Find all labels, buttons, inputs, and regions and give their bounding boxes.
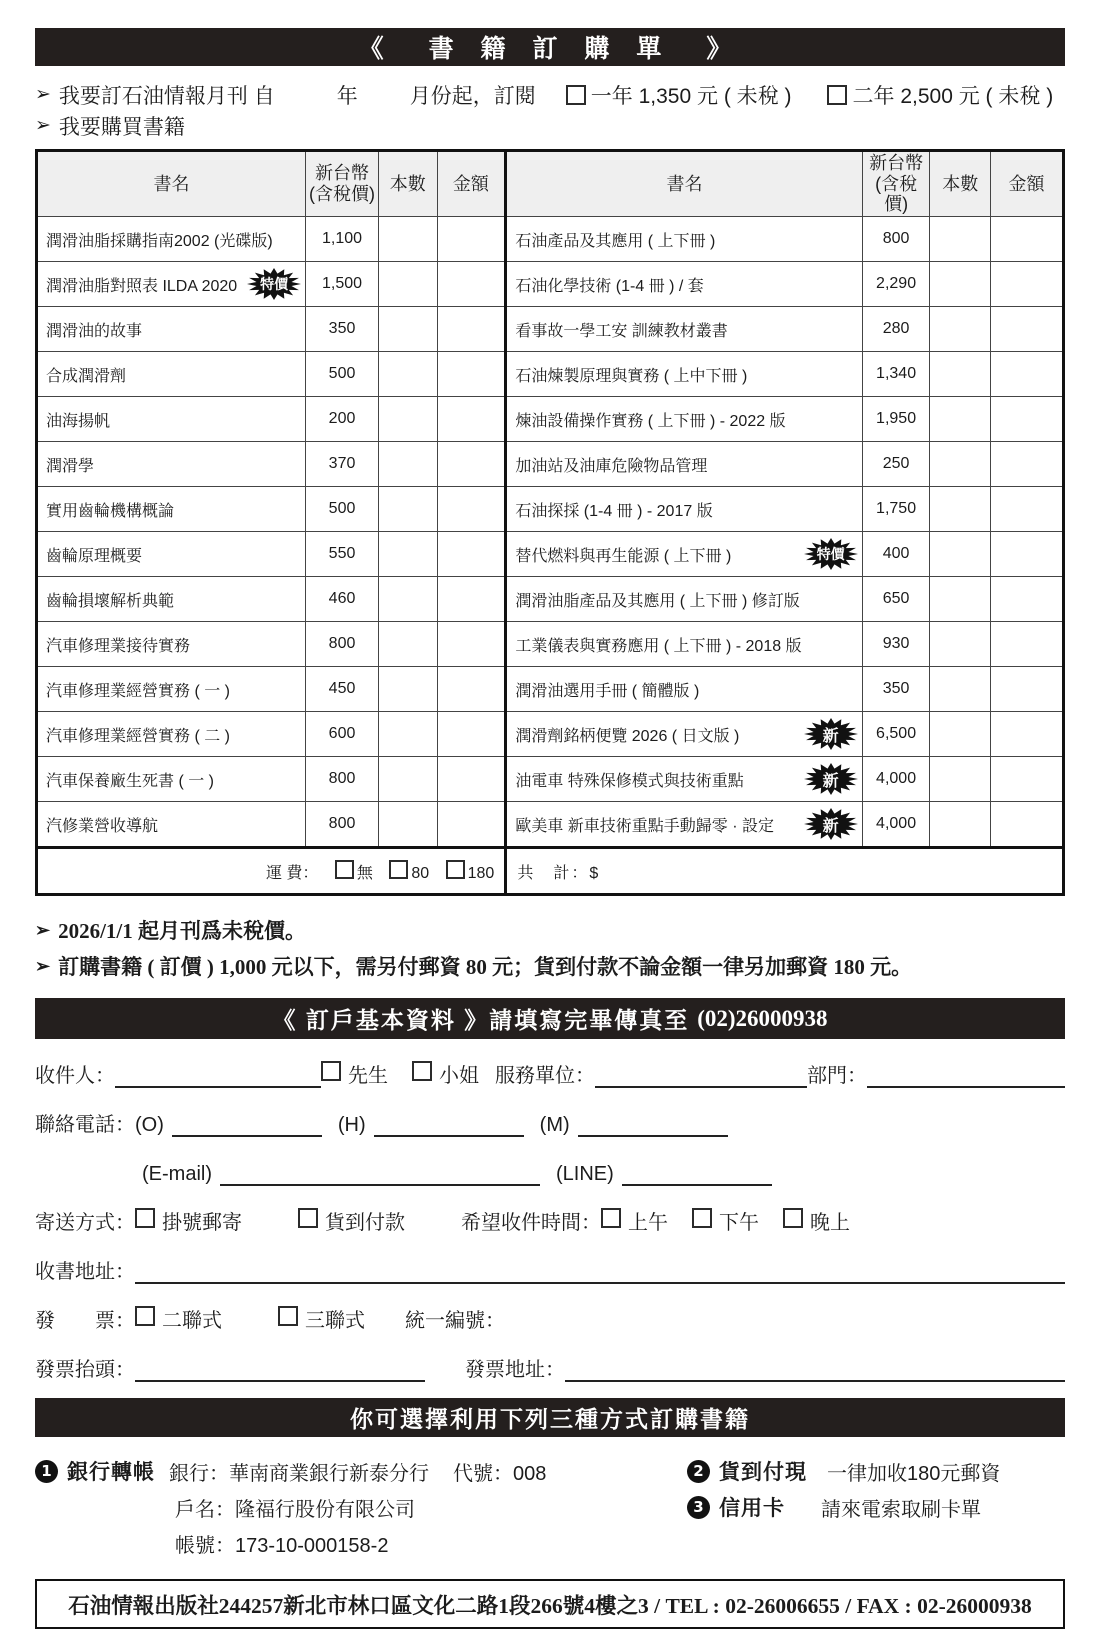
amount-input-cell[interactable]: [437, 712, 506, 757]
table-row: [37, 667, 1064, 712]
amount-input-cell[interactable]: [437, 442, 506, 487]
qty-input-cell[interactable]: [930, 397, 991, 442]
buy-books-label: 我要購買書籍: [58, 115, 185, 139]
amount-input-cell[interactable]: [437, 487, 506, 532]
book-price: 1,950: [862, 397, 930, 442]
bank-code: 代號：008: [453, 1462, 547, 1485]
table-row: [37, 352, 1064, 397]
grand-total-cell[interactable]: [506, 848, 1064, 895]
amount-input-cell[interactable]: [991, 262, 1064, 307]
qty-input-cell[interactable]: [378, 757, 437, 802]
arrow-bullet-icon: ➢: [35, 955, 51, 976]
qty-input-cell[interactable]: [378, 532, 437, 577]
table-footer-row: [37, 848, 1064, 895]
morning-checkbox[interactable]: [601, 1208, 621, 1228]
qty-input-cell[interactable]: [378, 217, 437, 262]
triplicate-invoice-label: 三聯式: [305, 1310, 365, 1333]
amount-input-cell[interactable]: [437, 667, 506, 712]
amount-input-cell[interactable]: [991, 667, 1064, 712]
circled-1-icon: 1: [35, 1460, 58, 1483]
book-price: 550: [306, 532, 379, 577]
qty-input-cell[interactable]: [378, 442, 437, 487]
recipient-input-line[interactable]: [115, 1060, 321, 1088]
book-title: 實用齒輪機構概論: [46, 502, 175, 520]
qty-input-cell[interactable]: [930, 487, 991, 532]
circled-3-icon: 3: [687, 1496, 710, 1519]
book-price: 1,340: [862, 352, 930, 397]
book-price: 6,500: [862, 712, 930, 757]
book-title: 看事故一學工安 訓練教材叢書: [515, 322, 728, 340]
new-badge-icon: 新: [804, 808, 858, 840]
bank-transfer-name: 銀行轉帳: [67, 1461, 155, 1485]
year-label: 年: [336, 84, 358, 108]
evening-label: 晚上: [810, 1212, 850, 1235]
note-line-1: [35, 912, 1065, 948]
book-title-cell: [506, 352, 862, 397]
phone-line: [35, 1103, 1065, 1137]
book-price: 800: [306, 622, 379, 667]
qty-input-cell[interactable]: [930, 712, 991, 757]
account-number-row: [35, 1525, 675, 1561]
phone-m-input-line[interactable]: [578, 1109, 728, 1137]
credit-card-name: 信用卡: [719, 1497, 785, 1521]
book-price: 370: [306, 442, 379, 487]
book-title-cell: [37, 262, 306, 307]
cod-delivery-label: 貨到付款: [325, 1212, 405, 1235]
email-input-line[interactable]: [220, 1158, 540, 1186]
line-id-input-line[interactable]: [622, 1158, 772, 1186]
arrow-bullet-icon: ➢: [35, 84, 51, 105]
book-title: 歐美車 新車技術重點手動歸零 · 設定: [515, 817, 774, 835]
amount-input-cell[interactable]: [437, 802, 506, 848]
line-id-label: (LINE): [556, 1163, 614, 1186]
amount-input-cell[interactable]: [437, 262, 506, 307]
table-row: [37, 487, 1064, 532]
book-title-cell: [37, 802, 306, 848]
book-title-cell: [506, 217, 862, 262]
one-year-option-label: 一年 1,350 元 ( 未稅 ): [590, 84, 792, 108]
shipping-none-label: 無: [356, 864, 373, 882]
book-price: 800: [306, 757, 379, 802]
shipping-180-checkbox[interactable]: [446, 860, 465, 879]
cod-payment-desc: 一律加收180元郵資: [827, 1462, 1001, 1485]
book-price: 800: [306, 802, 379, 848]
bank-name: 銀行：華南商業銀行新泰分行: [169, 1462, 429, 1485]
book-title: 汽車保養廠生死書 ( 一 ): [46, 772, 214, 790]
order-form-title-banner: [35, 28, 1065, 66]
email-label: (E-mail): [142, 1163, 212, 1186]
subscriber-banner-text: 《 訂戶基本資料 》請填寫完畢傳真至: [272, 1007, 690, 1034]
qty-input-cell[interactable]: [378, 577, 437, 622]
qty-input-cell[interactable]: [930, 532, 991, 577]
book-price: 460: [306, 577, 379, 622]
special-price-badge-icon: 特價: [247, 268, 301, 300]
qty-input-cell[interactable]: [930, 217, 991, 262]
book-title-cell: [37, 532, 306, 577]
qty-input-cell[interactable]: [378, 487, 437, 532]
book-title: 加油站及油庫危險物品管理: [515, 457, 708, 475]
book-title-cell: [506, 532, 862, 577]
qty-input-cell[interactable]: [930, 667, 991, 712]
amount-input-cell[interactable]: [437, 757, 506, 802]
book-title: 工業儀表與實務應用 ( 上下冊 ) - 2018 版: [515, 637, 802, 655]
book-price: 500: [306, 487, 379, 532]
cod-payment-name: 貨到付現: [719, 1461, 807, 1485]
email-line: [35, 1152, 1065, 1186]
grand-total-label: 共 計：$: [517, 864, 601, 882]
header-title-left: 書名: [37, 151, 306, 217]
amount-input-cell[interactable]: [991, 622, 1064, 667]
book-title-cell: [506, 757, 862, 802]
afternoon-label: 下午: [719, 1212, 759, 1235]
book-title-cell: [506, 712, 862, 757]
credit-card-row: [687, 1489, 1065, 1525]
book-title: 石油產品及其應用 ( 上下冊 ): [515, 232, 716, 250]
phone-m-label: (M): [539, 1114, 570, 1137]
department-label: 部門：: [807, 1065, 867, 1088]
service-unit-label: 服務單位：: [495, 1065, 595, 1088]
invoice-label: 發 票：: [35, 1310, 135, 1333]
amount-input-cell[interactable]: [991, 397, 1064, 442]
note-text-2: 訂購書籍 ( 訂價 ) 1,000 元以下，需另付郵資 80 元；貨到付款不論金額一律另加郵資 180 元。: [58, 955, 913, 980]
new-badge-icon: 新: [804, 763, 858, 795]
circled-2-icon: 2: [687, 1460, 710, 1483]
ms-label: 小姐: [439, 1065, 479, 1088]
delivery-line: [35, 1201, 1065, 1235]
amount-input-cell[interactable]: [991, 802, 1064, 848]
notes-section: [35, 912, 1065, 984]
book-title-cell: [37, 577, 306, 622]
book-order-table: [35, 149, 1065, 896]
book-title: 汽車修理業經營實務 ( 一 ): [46, 682, 230, 700]
book-price: 200: [306, 397, 379, 442]
book-price: 400: [862, 532, 930, 577]
table-row: [37, 622, 1064, 667]
publisher-footer: [35, 1579, 1065, 1629]
subscriber-info-banner: [35, 998, 1065, 1039]
book-title: 石油化學技術 (1-4 冊 ) / 套: [515, 277, 704, 295]
amount-input-cell[interactable]: [991, 712, 1064, 757]
shipping-80-label: 80: [411, 864, 430, 882]
amount-input-cell[interactable]: [991, 352, 1064, 397]
book-title: 汽修業營收導航: [46, 817, 159, 835]
table-row: [37, 217, 1064, 262]
shipping-address-label: 收書地址：: [35, 1261, 135, 1284]
qty-input-cell[interactable]: [930, 757, 991, 802]
book-title: 汽車修理業經營實務 ( 二 ): [46, 727, 230, 745]
book-title-cell: [37, 712, 306, 757]
page-title: 《 書 籍 訂 購 單 》: [358, 35, 742, 63]
invoice-title-input-line[interactable]: [135, 1354, 425, 1382]
service-unit-input-line[interactable]: [595, 1060, 807, 1088]
cod-payment-row: [687, 1453, 1065, 1489]
amount-input-cell[interactable]: [437, 352, 506, 397]
header-qty-left: 本數: [378, 151, 437, 217]
book-title: 替代燃料與再生能源 ( 上下冊 ): [515, 547, 732, 565]
payment-methods-banner: [35, 1398, 1065, 1437]
book-price: 350: [306, 307, 379, 352]
amount-input-cell[interactable]: [437, 577, 506, 622]
duplicate-invoice-checkbox[interactable]: [135, 1306, 155, 1326]
invoice-address-label: 發票地址：: [465, 1359, 565, 1382]
book-title: 潤滑油的故事: [46, 322, 143, 340]
qty-input-cell[interactable]: [930, 802, 991, 848]
new-badge-icon: 新: [804, 718, 858, 750]
note-line-2: [35, 948, 1065, 984]
table-row: [37, 397, 1064, 442]
mr-label: 先生: [348, 1065, 388, 1088]
shipping-fee-cell: [37, 848, 506, 895]
account-name: 戶名：隆福行股份有限公司: [175, 1498, 415, 1521]
shipping-none-checkbox[interactable]: [335, 860, 354, 879]
book-title-cell: [506, 442, 862, 487]
book-price: 1,500: [306, 262, 379, 307]
book-price: 1,100: [306, 217, 379, 262]
order-form-page: [0, 28, 1100, 1629]
book-price: 350: [862, 667, 930, 712]
shipping-address-line: [35, 1250, 1065, 1284]
book-title: 齒輪原理概要: [46, 547, 143, 565]
book-title-cell: [37, 397, 306, 442]
qty-input-cell[interactable]: [378, 352, 437, 397]
account-number: 帳號：173-10-000158-2: [175, 1534, 389, 1557]
book-title: 潤滑學: [46, 457, 95, 475]
bank-transfer-block: [35, 1453, 675, 1561]
header-qty-right: 本數: [930, 151, 991, 217]
afternoon-checkbox[interactable]: [692, 1208, 712, 1228]
book-title-cell: [506, 577, 862, 622]
table-row: [37, 442, 1064, 487]
book-price: 1,750: [862, 487, 930, 532]
amount-input-cell[interactable]: [991, 217, 1064, 262]
qty-input-cell[interactable]: [930, 622, 991, 667]
invoice-address-input-line[interactable]: [565, 1354, 1065, 1382]
payment-methods-section: [35, 1453, 1065, 1561]
header-title-right: 書名: [506, 151, 862, 217]
subscription-intro: 我要訂石油情報月刊 自: [58, 84, 275, 108]
special-price-badge-icon: 特價: [804, 538, 858, 570]
fax-number: (02)26000938: [697, 1005, 828, 1031]
invoice-title-label: 發票抬頭：: [35, 1359, 135, 1382]
qty-input-cell[interactable]: [930, 577, 991, 622]
book-price: 650: [862, 577, 930, 622]
table-row: [37, 802, 1064, 848]
book-price: 450: [306, 667, 379, 712]
buy-books-line: [35, 110, 1065, 141]
header-amount-right: 金額: [991, 151, 1064, 217]
qty-input-cell[interactable]: [378, 667, 437, 712]
ms-checkbox[interactable]: [412, 1061, 432, 1081]
book-title-cell: [506, 307, 862, 352]
book-title-cell: [506, 397, 862, 442]
arrow-bullet-icon: ➢: [35, 115, 51, 136]
qty-input-cell[interactable]: [930, 442, 991, 487]
phone-o-label: (O): [135, 1114, 164, 1137]
duplicate-invoice-label: 二聯式: [162, 1310, 222, 1333]
amount-input-cell[interactable]: [991, 577, 1064, 622]
book-title-cell: [506, 802, 862, 848]
note-text-1: 2026/1/1 起月刊爲未稅價。: [58, 919, 307, 944]
book-price: 280: [862, 307, 930, 352]
qty-input-cell[interactable]: [378, 712, 437, 757]
qty-input-cell[interactable]: [378, 622, 437, 667]
qty-input-cell[interactable]: [378, 802, 437, 848]
amount-input-cell[interactable]: [437, 622, 506, 667]
amount-input-cell[interactable]: [991, 442, 1064, 487]
qty-input-cell[interactable]: [378, 307, 437, 352]
book-title: 潤滑油脂產品及其應用 ( 上下冊 ) 修訂版: [515, 592, 800, 610]
book-title: 石油探採 (1-4 冊 ) - 2017 版: [515, 502, 713, 520]
receive-time-label: 希望收件時間：: [461, 1212, 601, 1235]
book-title-cell: [37, 622, 306, 667]
book-price: 250: [862, 442, 930, 487]
contact-phone-label: 聯絡電話：: [35, 1114, 135, 1137]
amount-input-cell[interactable]: [437, 307, 506, 352]
recipient-line: [35, 1054, 1065, 1088]
table-row: [37, 532, 1064, 577]
book-title: 煉油設備操作實務 ( 上下冊 ) - 2022 版: [515, 412, 786, 430]
amount-input-cell[interactable]: [437, 217, 506, 262]
bank-transfer-row: [35, 1453, 675, 1489]
mr-checkbox[interactable]: [321, 1061, 341, 1081]
subscription-line: [35, 79, 1065, 110]
amount-input-cell[interactable]: [991, 757, 1064, 802]
book-price: 4,000: [862, 757, 930, 802]
registered-mail-label: 掛號郵寄: [162, 1212, 242, 1235]
evening-checkbox[interactable]: [783, 1208, 803, 1228]
amount-input-cell[interactable]: [437, 532, 506, 577]
book-title: 潤滑油脂對照表 ILDA 2020: [46, 277, 238, 295]
book-title: 合成潤滑劑: [46, 367, 127, 385]
morning-label: 上午: [628, 1212, 668, 1235]
book-price: 500: [306, 352, 379, 397]
book-price: 800: [862, 217, 930, 262]
qty-input-cell[interactable]: [930, 307, 991, 352]
book-title-cell: [37, 352, 306, 397]
book-title-cell: [506, 667, 862, 712]
book-title-cell: [37, 667, 306, 712]
shipping-label: 運 費：: [265, 864, 319, 882]
book-price: 600: [306, 712, 379, 757]
qty-input-cell[interactable]: [930, 352, 991, 397]
book-title: 潤滑劑銘柄便覽 2026 ( 日文版 ): [515, 727, 740, 745]
qty-input-cell[interactable]: [378, 397, 437, 442]
shipping-180-label: 180: [467, 864, 495, 882]
month-label: 月份起，訂閱: [409, 84, 536, 108]
shipping-address-input-line[interactable]: [135, 1256, 1065, 1284]
ubn-label: 統一編號：: [405, 1310, 505, 1333]
book-title: 油電車 特殊保修模式與技術重點: [515, 772, 744, 790]
table-header-row: [37, 151, 1064, 217]
two-year-checkbox[interactable]: [827, 85, 847, 105]
book-title-cell: [37, 757, 306, 802]
arrow-bullet-icon: ➢: [35, 919, 51, 940]
book-price: 4,000: [862, 802, 930, 848]
amount-input-cell[interactable]: [991, 532, 1064, 577]
department-input-line[interactable]: [867, 1060, 1065, 1088]
invoice-type-line: [35, 1299, 1065, 1333]
book-title-cell: [506, 487, 862, 532]
book-title: 潤滑油脂採購指南2002 (光碟版): [46, 232, 273, 250]
header-amount-left: 金額: [437, 151, 506, 217]
shipping-80-checkbox[interactable]: [389, 860, 408, 879]
delivery-method-label: 寄送方式：: [35, 1212, 135, 1235]
qty-input-cell[interactable]: [378, 262, 437, 307]
account-name-row: [35, 1489, 675, 1525]
phone-o-input-line[interactable]: [172, 1109, 322, 1137]
book-price: 930: [862, 622, 930, 667]
qty-input-cell[interactable]: [930, 262, 991, 307]
invoice-title-line: [35, 1348, 1065, 1382]
book-title: 石油煉製原理與實務 ( 上中下冊 ): [515, 367, 748, 385]
book-title-cell: [37, 307, 306, 352]
credit-card-desc: 請來電索取刷卡單: [821, 1498, 981, 1521]
book-title-cell: [37, 487, 306, 532]
phone-h-input-line[interactable]: [374, 1109, 524, 1137]
header-price-right: 新台幣 (含稅價): [862, 151, 930, 217]
two-year-option-label: 二年 2,500 元 ( 未稅 ): [852, 84, 1054, 108]
payment-banner-text: 你可選擇利用下列三種方式訂購書籍: [350, 1406, 750, 1433]
book-price: 2,290: [862, 262, 930, 307]
header-price-left: 新台幣 (含稅價): [306, 151, 379, 217]
amount-input-cell[interactable]: [437, 397, 506, 442]
one-year-checkbox[interactable]: [566, 85, 586, 105]
registered-mail-checkbox[interactable]: [135, 1208, 155, 1228]
other-payments-block: [675, 1453, 1065, 1561]
book-title: 油海揚帆: [46, 412, 111, 430]
book-title: 潤滑油選用手冊 ( 簡體版 ): [515, 682, 700, 700]
recipient-label: 收件人：: [35, 1065, 115, 1088]
triplicate-invoice-checkbox[interactable]: [278, 1306, 298, 1326]
phone-h-label: (H): [337, 1114, 366, 1137]
table-row: [37, 757, 1064, 802]
table-row: [37, 307, 1064, 352]
table-row: [37, 262, 1064, 307]
book-title: 汽車修理業接待實務: [46, 637, 191, 655]
amount-input-cell[interactable]: [991, 307, 1064, 352]
book-title-cell: [506, 622, 862, 667]
publisher-contact-info: 石油情報出版社244257新北市林口區文化二路1段266號4樓之3 / TEL : 02-26006655 / FAX : 02-26000938: [68, 1593, 1032, 1618]
table-row: [37, 712, 1064, 757]
book-title: 齒輪損壞解析典範: [46, 592, 175, 610]
amount-input-cell[interactable]: [991, 487, 1064, 532]
cod-delivery-checkbox[interactable]: [298, 1208, 318, 1228]
table-row: [37, 577, 1064, 622]
book-title-cell: [506, 262, 862, 307]
book-title-cell: [37, 442, 306, 487]
book-title-cell: [37, 217, 306, 262]
